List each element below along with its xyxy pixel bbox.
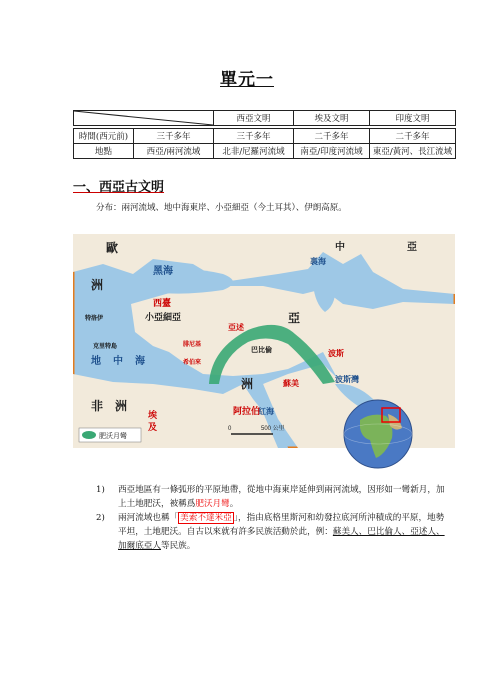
map-label-assyria: 亞述 [228,323,244,332]
row-label: 時間(西元前) [74,129,134,144]
map-label-med-1: 地 [91,356,101,367]
legend-swatch [82,431,96,439]
table-row [74,129,456,144]
map-label-med-2: 中 [113,356,123,367]
map-label-persia: 波斯 [328,349,344,358]
note-text: 等民族。 [160,541,196,551]
distribution-text: 分布：兩河流域、地中海東岸、小亞細亞（今土耳其）、伊朗高原。 [96,203,347,213]
note-item [96,511,451,553]
map-label-phoenicia: 腓尼基 [183,342,202,348]
civilization-table [73,110,456,126]
map-label-black-sea: 黑海 [153,266,173,277]
section-heading: 一、西亞古文明 [73,180,165,195]
map-label-arabia: 阿拉伯 [233,406,261,416]
map-label-red-sea: 紅海 [258,407,274,416]
map-label-egypt-2: 及 [148,422,158,432]
table-row [74,144,456,159]
map-label-med-3: 海 [135,356,145,367]
map-label-hebrew: 希伯來 [183,360,202,366]
map-label-europe2: 洲 [91,278,104,292]
note-highlight: 美索不達米亞 [180,513,232,523]
map-label-sumer: 蘇美 [283,379,299,388]
note-item [96,483,451,511]
map-label-egypt-1: 埃 [148,410,158,420]
map-label-zhong: 中 [335,242,345,253]
table-header-row [74,111,456,126]
map-label-africa-2: 洲 [115,399,128,413]
scale-km: 500 公里 [261,426,285,432]
map-label-asia-minor: 小亞細亞 [145,312,182,322]
map-label-crete: 克里特島 [93,344,118,350]
map-label-africa-1: 非 [91,399,104,413]
table-cell: 南亞/印度河流域 [294,144,370,159]
map-label-ya: 亞 [407,242,417,253]
map-label-persian-gulf: 波斯灣 [335,375,359,384]
row-label: 地點 [74,144,134,159]
diagonal-line [74,111,213,125]
map-label-troy: 特洛伊 [85,316,104,322]
notes-list [96,483,451,553]
column-header: 西亞文明 [214,111,294,126]
note-text: 」，指由底格里斯河和幼發拉底河所沖積成的平原，地勢平坦，土地肥沃。自古以來就有許多民族活動於此，例： [118,513,445,537]
column-header: 印度文明 [370,111,456,126]
note-text: 。 [229,499,239,509]
table-cell: 二千多年 [294,129,370,144]
map-label-caspian: 裏海 [310,257,326,266]
table-cell: 二千多年 [370,129,456,144]
table-cell: 西亞/兩河流域 [134,144,214,159]
table-cell: 三千多年 [214,129,294,144]
map-label-ya2: 亞 [288,311,301,325]
map-label-hittite: 西臺 [153,298,172,308]
table-cell: 北非/尼羅河流域 [214,144,294,159]
note-text: 西亞地區有一條弧形的平原地帶，從地中海東岸延伸到兩河流域，因形如一彎新月，加上土地肥沃，被稱爲 [118,485,445,509]
civilization-table-body [73,128,456,159]
note-number: 2) [96,513,105,523]
note-highlight: 肥沃月彎 [195,499,230,509]
note-text: 兩河流域也稱「 [118,513,179,523]
table-cell: 東亞/黃河、長江流域 [370,144,456,159]
column-header: 埃及文明 [294,111,370,126]
table-corner-cell [74,111,214,126]
legend-label: 肥沃月彎 [99,433,127,440]
note-number: 1) [96,485,105,495]
table-cell: 三千多年 [134,129,214,144]
scale-zero: 0 [228,426,232,432]
globe-inset [342,398,414,470]
map-label-europe: 歐 [106,241,119,255]
note-peoples: 蘇美人、巴比倫人、亞述人、加爾底亞人 [118,527,445,551]
page-title: 單元一 [220,70,274,90]
map-label-babylon: 巴比倫 [251,347,272,354]
map-label-zhou: 洲 [241,377,254,391]
